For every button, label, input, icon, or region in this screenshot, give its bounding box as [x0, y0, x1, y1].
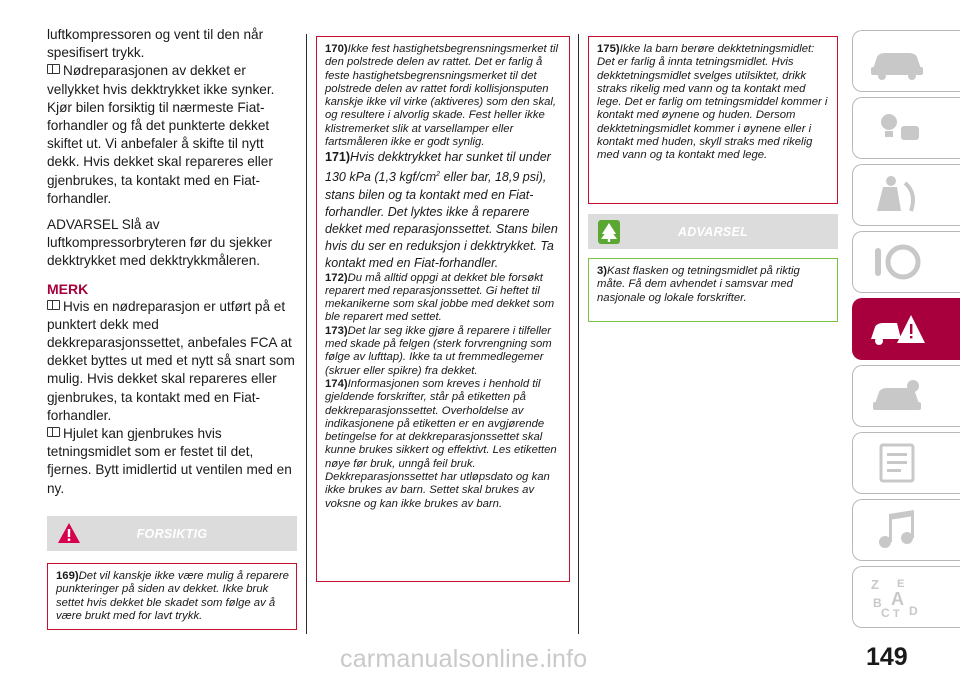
paragraph: ADVARSEL Slå av luftkompressorbryteren før du sjekker dekktrykket med dekktrykkmåleren. [47, 217, 273, 269]
notes-170-174: 170)Ikke fest hastighetsbegrensningsmerket til den polstrede delen av rattet. Det er farlig å feste hastighetsbegrensningsmerket til det polstrede delen av rattet fordi kollisjonsputen kanskje ikke vil virke (aktiveres) som den skal, og resultere i alvorlig skade. Fest heller ikke klistremerket slik at varsellamper eller fartsmåleren ikke er godt synlig. 171)Hvis dekktrykket har sunket til under 130 kPa (1,3 kgf/$cm^2$ eller bar, 18,9 psi), stans bilen og ta kontakt med en Fiat-forhandler. Det lyktes ikke å reparere dekket med reparasjonssettet. Stans bilen hvis du ser en reduksjon i dekktrykket. Ta kontakt med en Fiat-forhandler. 172)Du må alltid oppgi at dekket ble forsøkt reparert med reparasjonssettet. Gi heftet til mekanikerne som skal jobbe med dekket som ble reparert med settet. 173)Det lar seg ikke gjøre å reparere i tilfeller med skade på felgen (sterk forvrengning som følge av lufttap). Ikke ta ut fremmedlegemer (skruer eller spikre) fra dekket. 174)Informasjonen som kreves i henhold til gjeldende forskrifter, står på etiketten på dekkreparasjonssettet. Overholdelse av indikasjonene på etiketten er en avgjørende betingelse for at dekkreparasjonssettet skal kunne brukes sikkert og effektivt. Les etiketten nøye før bruk, unngå feil bruk. Dekkreparasjonssettet har utløpsdato og kan ikke brukes av barn. Settet skal brukes av voksne og kan ikke brukes av barn. [316, 36, 570, 582]
light-icon [867, 106, 927, 150]
music-note-icon [867, 508, 927, 552]
car-service-icon [867, 374, 927, 418]
svg-text:Z: Z [871, 577, 879, 592]
note-175: 175)Ikke la barn berøre dekktetningsmidlet: Det er farlig å innta tetningsmidlet. Hvis dekktetningsmidlet svelges utilsiktet, drikk straks rikelig med vann og ta kontakt med lege. Det er farlig om tetningsmiddel kommer i kontakt med øynene og huden. Dersom dekktetningsmidlet kommer i øynene eller i kontakt med huden, skyll straks med rikelig med vann og ta kontakt med lege. [588, 36, 838, 204]
environment-banner [588, 214, 838, 249]
tab-dashboard-lights[interactable] [852, 97, 960, 159]
note-169: 169)Det vil kanskje ikke være mulig å reparere punkteringer på siden av dekket. Ikke bruk settet hvis dekket ble skadet som følge av å være brukt med for lavt trykk. [47, 563, 297, 630]
checklist-icon [867, 441, 927, 485]
svg-text:T: T [893, 608, 900, 619]
banner-title: ADVARSEL [677, 225, 749, 239]
tab-car-overview[interactable] [852, 30, 960, 92]
note-3: 3)Kast flasken og tetningsmidlet på riktig måte. Få dem avhendet i samsvar med nasjonale og lokale forskrifter. [588, 258, 838, 322]
paragraph: luftkompressoren og vent til den når spesifisert trykk. [47, 27, 264, 61]
seatbelt-icon [867, 173, 927, 217]
tab-maintenance[interactable] [852, 365, 960, 427]
svg-text:A: A [891, 589, 904, 609]
book-icon [47, 64, 60, 74]
watermark: carmanualsonline.info [340, 645, 588, 673]
paragraph: Nødreparasjonen av dekket er vellykket hvis dekktrykket ikke synker. Kjør bilen forsiktig til nærmeste Fiat-forhandler og få det punkterte dekket skiftet ut. Vi anbefaler å skifte til nytt dekk. Hvis dekket skal repareres eller gjenbrukes, ta kontakt med en Fiat-forhandler. [47, 63, 275, 206]
paragraph: Hvis en nødreparasjon er utført på et punktert dekk med dekkreparasjonssettet, anbefales FCA at dekket byttes ut med et nytt så snart som mulig. Hvis dekket skal repareres eller gjenbrukes, ta kontakt med en Fiat-forhandler. [47, 298, 295, 423]
caution-banner [47, 516, 297, 551]
tab-safety[interactable] [852, 164, 960, 226]
tab-multimedia[interactable] [852, 499, 960, 561]
emergency-car-icon [867, 307, 927, 351]
tab-emergency[interactable] [852, 298, 960, 360]
paragraph: Hjulet kan gjenbrukes hvis tetningsmidlet som er festet til det, fjernes. Bytt imidlertid ut ventilen med en ny. [47, 426, 292, 496]
banner-title: FORSIKTIG [136, 527, 208, 541]
svg-text:E: E [897, 578, 905, 590]
column-divider [578, 34, 579, 634]
svg-text:D: D [909, 604, 918, 618]
page-number: 149 [866, 643, 908, 671]
column-divider [306, 34, 307, 634]
steering-wheel-icon [867, 240, 927, 284]
alphabet-index-icon [867, 575, 927, 619]
svg-text:C: C [881, 606, 890, 619]
book-icon [47, 300, 60, 310]
book-icon [47, 427, 60, 437]
merk-heading: MERK [47, 280, 89, 297]
tab-driving[interactable] [852, 231, 960, 293]
car-icon [867, 39, 927, 83]
tab-technical-data[interactable] [852, 432, 960, 494]
svg-text:B: B [873, 596, 882, 610]
tab-index[interactable] [852, 566, 960, 628]
column-1 [47, 26, 297, 498]
